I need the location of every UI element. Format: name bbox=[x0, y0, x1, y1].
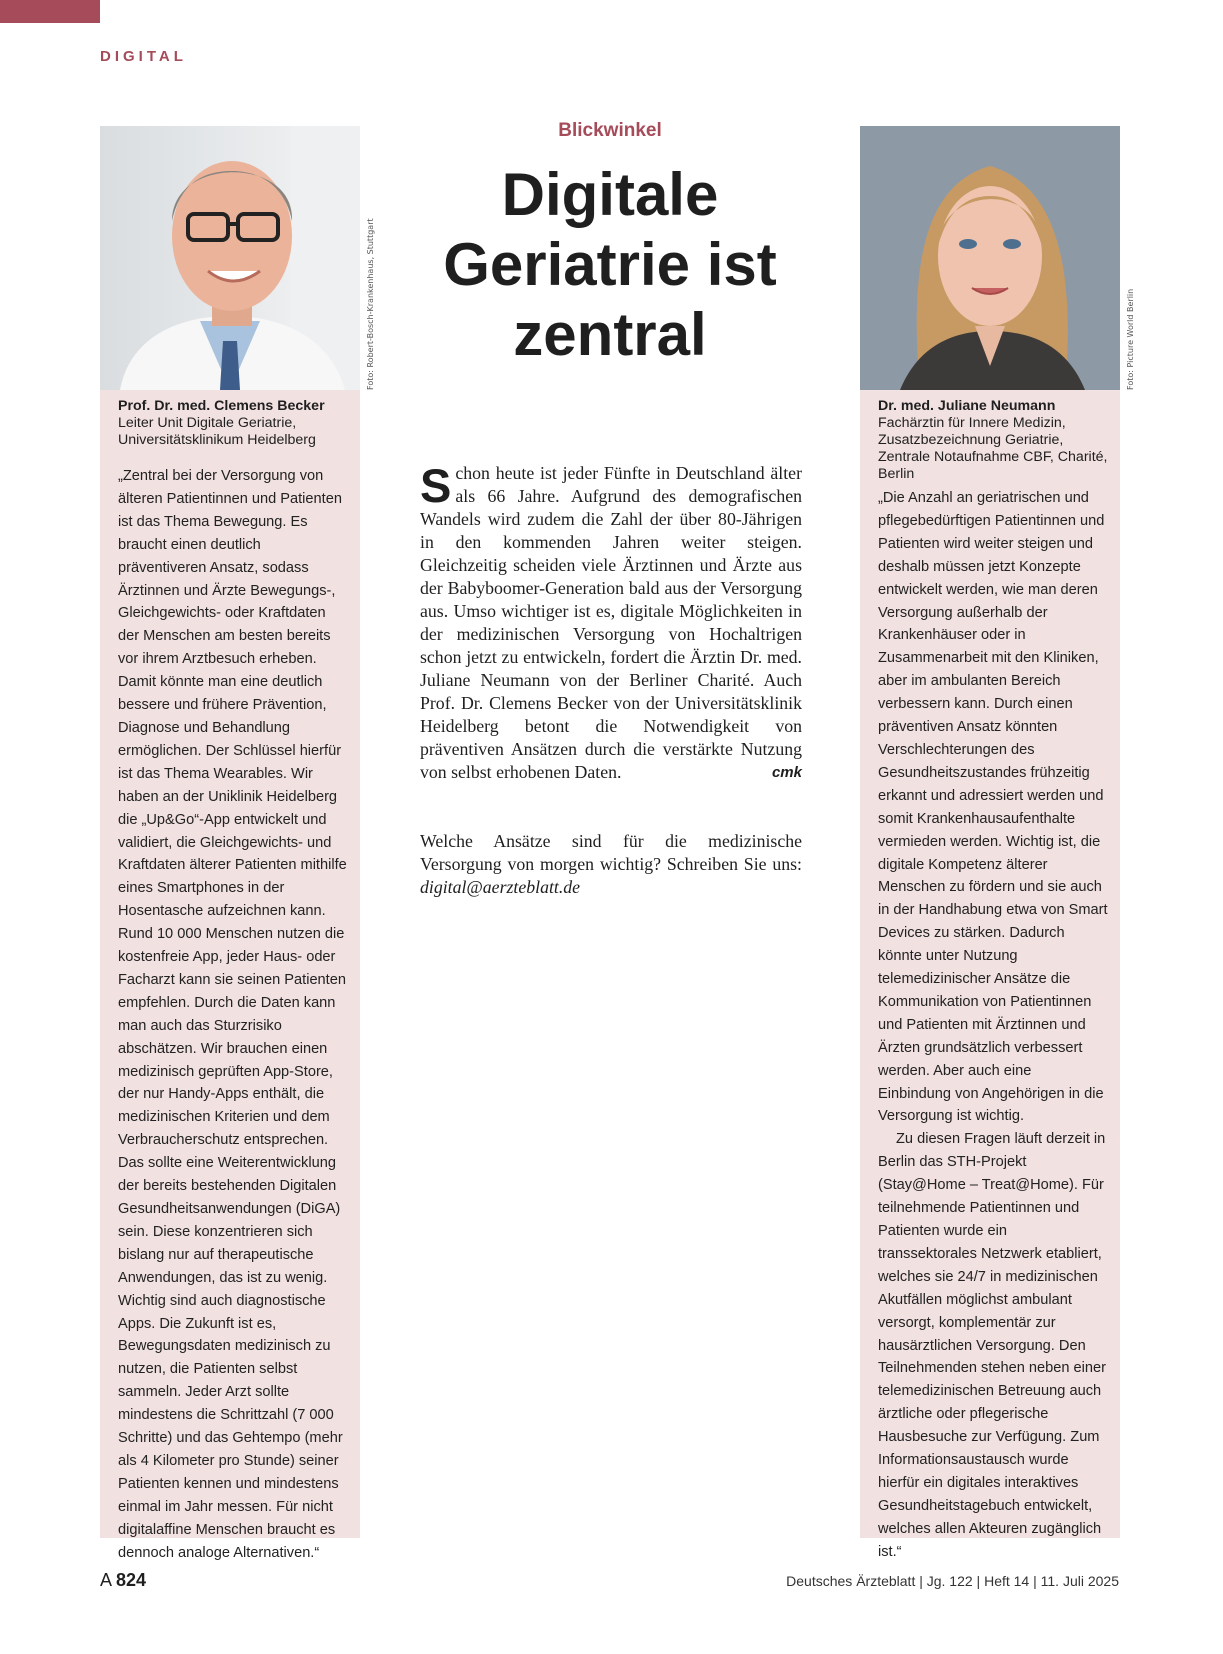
lead-paragraph bbox=[420, 459, 802, 784]
page-prefix: A bbox=[100, 1570, 112, 1590]
interview-quote bbox=[118, 465, 348, 1565]
contact-email-link[interactable]: digital@aerzteblatt.de bbox=[420, 877, 581, 897]
dropcap: S bbox=[420, 459, 452, 512]
interview-quote bbox=[878, 487, 1108, 1564]
photo-credit: Foto: Robert-Bosch-Krankenhaus, Stuttgart bbox=[366, 218, 375, 390]
portrait-photo-becker bbox=[100, 126, 360, 390]
page-number-value: 824 bbox=[116, 1570, 147, 1590]
portrait-photo-neumann bbox=[860, 126, 1120, 390]
person-role: Fachärztin für Innere Medizin, Zusatzbezeichnung Geriatrie, Zentrale Notaufnahme CBF, Charité, Berlin bbox=[878, 415, 1108, 482]
author-tag: cmk bbox=[771, 764, 802, 781]
person-role: Leiter Unit Digitale Geriatrie, Universitätsklinikum Heidelberg bbox=[118, 415, 316, 448]
photo-credit: Foto: Picture World Berlin bbox=[1126, 288, 1135, 390]
quote-paragraph: „Die Anzahl an geriatrischen und pflegebedürftigen Patientinnen und Patienten wird weiter steigen und deshalb müssen jetzt Konzepte entwickelt werden, wie man deren Versorgung außerhalb der Krankenhäuser oder in Zusammenarbeit mit den Kliniken, aber im ambulanten Bereich verbessern kann. Durch einen präventiven Ansatz könnten Verschlechterungen des Gesundheitszustandes frühzeitig erkannt und adressiert werden und somit Krankenhausaufenthalte vermieden werden. Wichtig ist, die digitale Kompetenz älterer Menschen zu fördern und sie auch in der Handhabung etwa von Smart Devices zu stärken. Dadurch könnte unter Nutzung telemedizinischer Ansätze die Kommunikation von Patientinnen und Patienten mit Ärztinnen und Ärzten grundsätzlich verbessert werden. Aber auch eine Einbindung von Angehörigen in die Versorgung ist wichtig. bbox=[878, 490, 1108, 1125]
quote-paragraph: Zu diesen Fragen läuft derzeit in Berlin das STH-Projekt (Stay@Home – Treat@Home). Für teilnehmende Patientinnen und Patienten wurde ein transsektorales Netzwerk etabliert, welches sie 24/7 in medizinischen Akutfällen möglichst ambulant versorgt, komplementär zur hausärztlichen Versorgung. Den Teilnehmenden stehen neben einer telemedizinischen Betreuung auch ärztliche oder pflegerische Hausbesuche zur Verfügung. Zum Informationsaustausch wurde hierfür ein digitales interaktives Gesundheitstagebuch entwickelt, welches allen Akteuren zugänglich ist.“ bbox=[878, 1131, 1106, 1560]
sidebar-right-interview bbox=[860, 126, 1120, 1560]
corner-accent-bar bbox=[0, 0, 100, 23]
headline: Digitale Geriatrie ist zentral bbox=[443, 161, 777, 368]
section-label: DIGITAL bbox=[100, 48, 187, 65]
question-text: Welche Ansätze sind für die medizinische Versorgung von morgen wichtig? Schreiben Sie uns: bbox=[420, 831, 802, 874]
kicker: Blickwinkel bbox=[558, 120, 662, 141]
sidebar-left-interview bbox=[100, 126, 360, 1561]
person-name: Prof. Dr. med. Clemens Becker bbox=[118, 398, 325, 414]
person-name: Dr. med. Juliane Neumann bbox=[878, 398, 1056, 414]
page-number bbox=[100, 1570, 146, 1591]
reader-question bbox=[420, 830, 802, 899]
lead-text: chon heute ist jeder Fünfte in Deutschland älter als 66 Jahre. Aufgrund des demografischen Wandels wird zudem die Zahl der über 80-Jährigen in den kommenden Jahren weiter steigen. Gleichzeitig scheiden viele Ärztinnen und Ärzte aus der Babyboomer-Generation bald aus der Versorgung aus. Umso wichtiger ist es, digitale Möglichkeiten in der medizinischen Versorgung von Hochaltrigen schon jetzt zu entwickeln, fordert die Ärztin Dr. med. Juliane Neumann von der Berliner Charité. Auch Prof. Dr. Clemens Becker von der Universitätsklinik Heidelberg betont die Notwendigkeit von präventiven Ansätzen durch die verstärkte Nutzung von selbst erhobenen Daten. bbox=[420, 463, 802, 782]
quote-paragraph: „Zentral bei der Versorgung von älteren Patientinnen und Patienten ist das Thema Bewegung. Es braucht einen deutlich präventiveren Ansatz, sodass Ärztinnen und Ärzte Bewegungs-, Gleichgewichts- oder Kraftdaten der Menschen am besten bereits vor ihrem Arztbesuch erheben. Damit könnte man eine deutlich bessere und frühere Prävention, Diagnose und Behandlung ermöglichen. Der Schlüssel hierfür ist das Thema Wearables. Wir haben an der Uniklinik Heidelberg die „Up&Go“-App entwickelt und validiert, die Gleichgewichts- und Kraftdaten älterer Patienten mithilfe eines Smartphones in der Hosentasche aufzeichnen kann. Rund 10 000 Menschen nutzen die kostenfreie App, jeder Haus- oder Facharzt kann sie seinen Patienten empfehlen. Durch die Daten kann man auch das Sturzrisiko abschätzen. Wir brauchen einen medizinisch geprüften App-Store, der nur Handy-Apps enthält, die medizinischen Kriterien und dem Verbraucherschutz entsprechen. Das sollte eine Weiterentwicklung der bereits bestehenden Digitalen Gesundheitsanwendungen (DiGA) sein. Diese konzentrieren sich bislang nur auf therapeutische Anwendungen, das ist zu wenig. Wichtig sind auch diagnostische Apps. Die Zukunft ist es, Bewegungsdaten medizinisch zu nutzen, die Patienten selbst sammeln. Jeder Arzt sollte mindestens die Schrittzahl (7 000 Schritte) und das Gehtempo (mehr als 4 Kilometer pro Stunde) seiner Patienten kennen und mindestens einmal im Jahr messen. Für nicht digitalaffine Menschen braucht es dennoch analoge Alternativen.“ bbox=[118, 468, 347, 1561]
journal-citation: Deutsches Ärzteblatt | Jg. 122 | Heft 14 | 11. Juli 2025 bbox=[786, 1573, 1119, 1589]
